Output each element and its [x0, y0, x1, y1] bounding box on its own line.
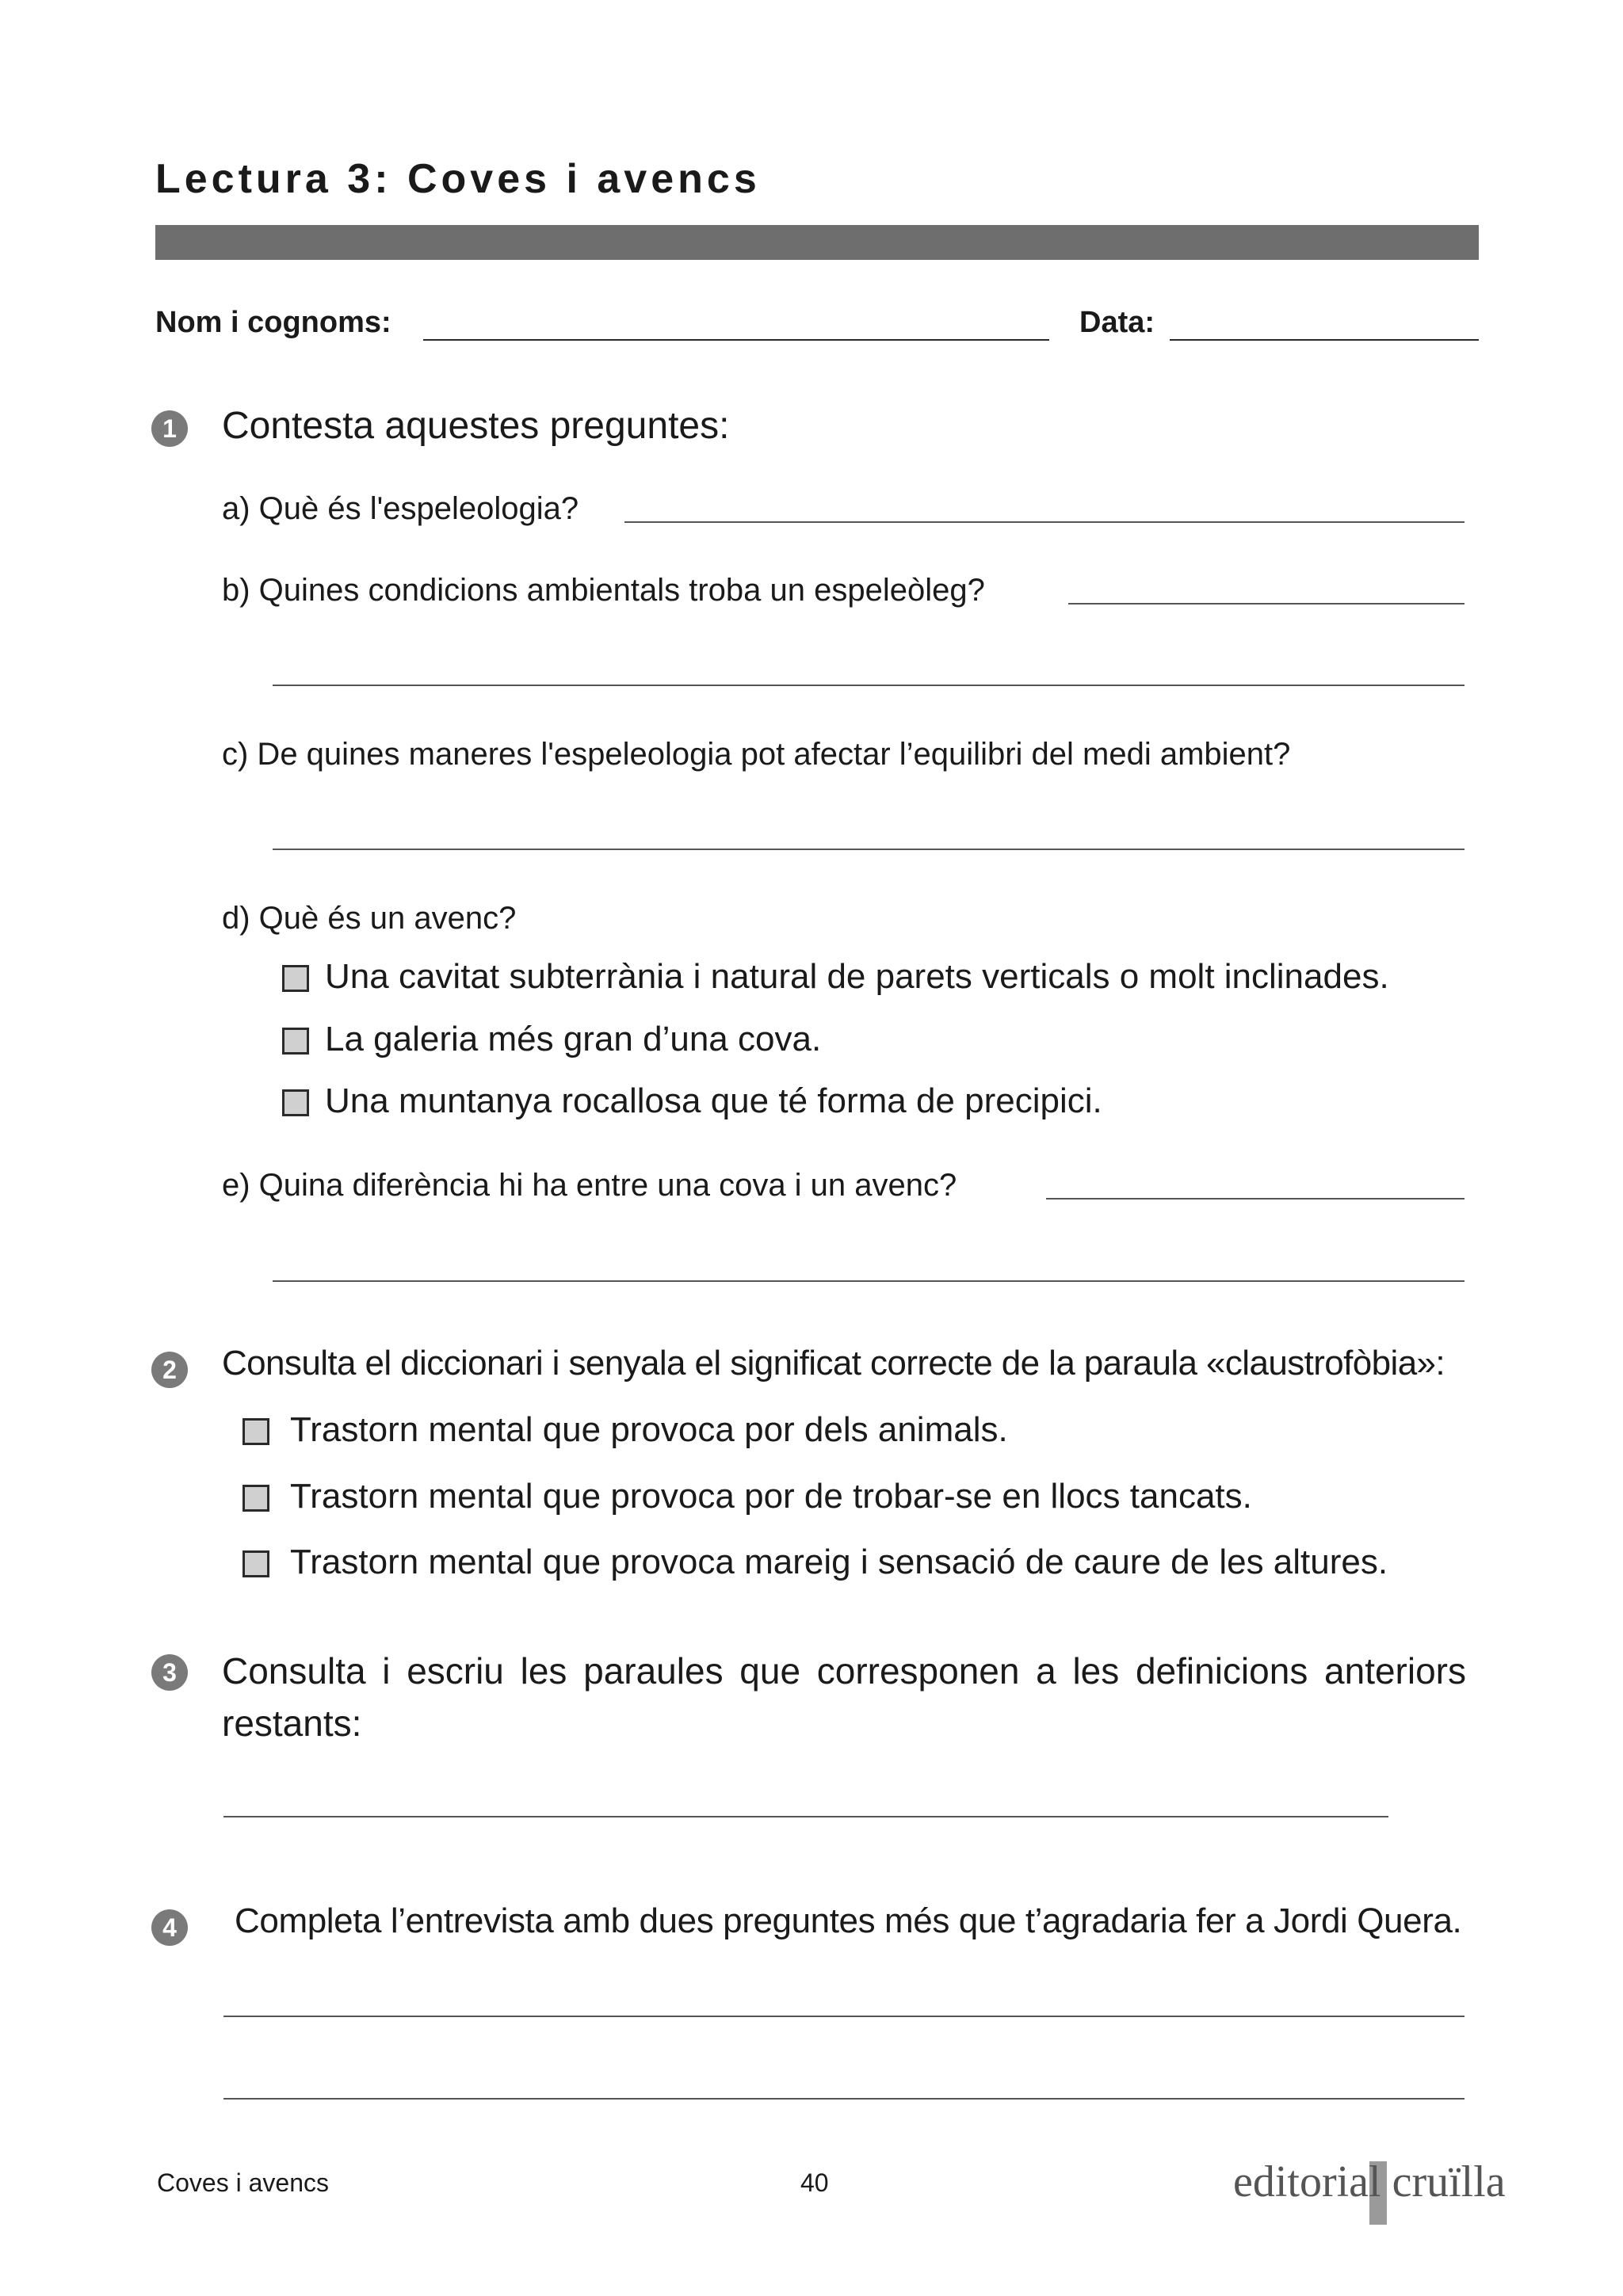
exercise-4-number: 4: [151, 1909, 188, 1946]
answer-line-b2[interactable]: [273, 685, 1465, 686]
answer-line-e2[interactable]: [273, 1280, 1465, 1282]
exercise-2-number: 2: [151, 1352, 188, 1388]
answer-line-e1[interactable]: [1046, 1198, 1465, 1199]
checkbox-2-2[interactable]: [242, 1485, 269, 1512]
exercise-3-prompt: Consulta i escriu les paraules que corresponen a les definicions anteriors restants:: [222, 1650, 1466, 1744]
answer-line-a[interactable]: [624, 521, 1465, 523]
option-d-1: Una cavitat subterrània i natural de parets verticals o molt inclinades.: [325, 957, 1389, 996]
option-2-2: Trastorn mental que provoca por de trobar-se en llocs tancats.: [290, 1477, 1252, 1516]
answer-line-4a[interactable]: [223, 2016, 1465, 2017]
question-e: e) Quina diferència hi ha entre una cova i un avenc?: [222, 1168, 957, 1203]
answer-line-3[interactable]: [223, 1816, 1388, 1817]
name-field-line[interactable]: [423, 339, 1049, 341]
exercise-3-number: 3: [151, 1654, 188, 1691]
title-bar: [155, 225, 1479, 260]
exercise-1-number: 1: [151, 410, 188, 447]
question-a: a) Què és l'espeleologia?: [222, 491, 579, 526]
option-d-3: Una muntanya rocallosa que té forma de precipici.: [325, 1081, 1102, 1120]
exercise-4-prompt: Completa l’entrevista amb dues preguntes més que t’agradaria fer a Jordi Quera.: [235, 1901, 1462, 1940]
exercise-2-prompt: Consulta el diccionari i senyala el significat correcte de la paraula «claustrofòbia»:: [222, 1344, 1445, 1383]
checkbox-2-3[interactable]: [242, 1550, 269, 1577]
checkbox-d-1[interactable]: [282, 965, 309, 992]
question-d: d) Què és un avenc?: [222, 901, 517, 936]
exercise-1-prompt: Contesta aquestes preguntes:: [222, 405, 730, 447]
answer-line-c[interactable]: [273, 849, 1465, 850]
answer-line-4b[interactable]: [223, 2098, 1465, 2100]
checkbox-d-3[interactable]: [282, 1089, 309, 1116]
page-number: 40: [800, 2168, 829, 2197]
publisher-logo: editorial cruïlla: [1233, 2157, 1506, 2206]
checkbox-2-1[interactable]: [242, 1418, 269, 1445]
date-field-line[interactable]: [1170, 339, 1479, 341]
answer-line-b1[interactable]: [1068, 603, 1465, 605]
footer-title: Coves i avencs: [157, 2168, 329, 2197]
option-2-3: Trastorn mental que provoca mareig i sensació de caure de les altures.: [290, 1543, 1388, 1581]
page-title: Lectura 3: Coves i avencs: [155, 156, 761, 202]
option-2-1: Trastorn mental que provoca por dels animals.: [290, 1410, 1008, 1449]
question-c: c) De quines maneres l'espeleologia pot afectar l’equilibri del medi ambient?: [222, 737, 1291, 772]
date-label: Data:: [1079, 306, 1155, 339]
option-d-2: La galeria més gran d’una cova.: [325, 1020, 822, 1058]
question-b: b) Quines condicions ambientals troba un espeleòleg?: [222, 573, 985, 608]
name-label: Nom i cognoms:: [155, 306, 391, 339]
checkbox-d-2[interactable]: [282, 1028, 309, 1055]
